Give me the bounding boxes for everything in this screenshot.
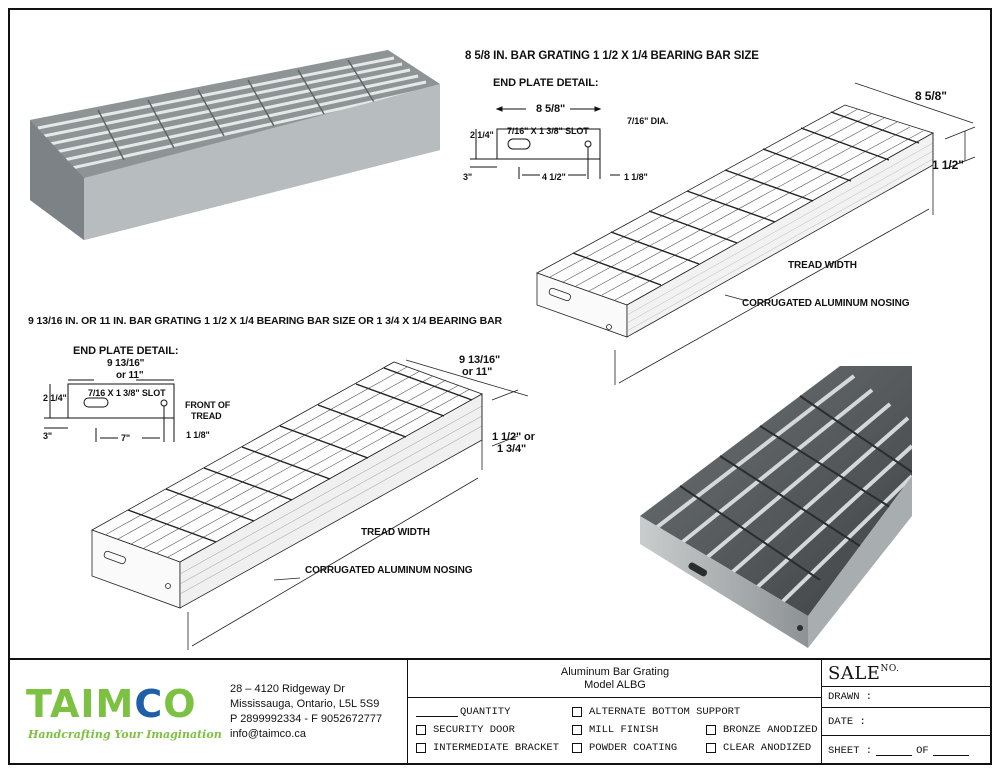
top-dim-4-1-2: 4 1/2" bbox=[542, 172, 566, 182]
title-block bbox=[10, 658, 990, 763]
bottom-dim-depth-1: 9 13/16" bbox=[459, 354, 501, 366]
bottom-height-2-1-4: 2 1/4" bbox=[43, 393, 67, 403]
company-address bbox=[230, 682, 382, 742]
option-label: CLEAR ANODIZED bbox=[723, 742, 812, 754]
bottom-dim-3: 3" bbox=[43, 431, 53, 441]
bottom-slot-label: 7/16 X 1 3/8" SLOT bbox=[88, 388, 166, 398]
top-dim-tread-depth: 8 5/8" bbox=[915, 89, 947, 103]
top-dim-height: 1 1/2" bbox=[932, 158, 964, 172]
date-row[interactable] bbox=[822, 708, 990, 736]
company-tagline: Handcrafting Your Imagination bbox=[28, 728, 222, 741]
option-label: MILL FINISH bbox=[589, 724, 659, 736]
drawing-area bbox=[10, 10, 990, 658]
sheet-row[interactable] bbox=[822, 736, 990, 765]
bottom-front-1: FRONT OF bbox=[185, 400, 231, 410]
drawing-frame bbox=[8, 8, 992, 765]
checkbox[interactable] bbox=[572, 707, 582, 717]
sale-no-label: NO. bbox=[880, 664, 900, 674]
option-mill-finish[interactable] bbox=[572, 724, 658, 736]
bottom-dim-height-1: 1 1/2" or bbox=[492, 431, 535, 443]
option-security-door[interactable] bbox=[416, 724, 515, 736]
logo-text-taim: TAIM bbox=[26, 682, 135, 726]
checkbox[interactable] bbox=[572, 725, 582, 735]
option-bronze-anodized[interactable] bbox=[706, 724, 818, 736]
option-label: INTERMEDIATE BRACKET bbox=[433, 742, 560, 754]
bottom-tread-drawing bbox=[88, 350, 548, 650]
bottom-nosing-label: CORRUGATED ALUMINUM NOSING bbox=[305, 565, 473, 576]
drawn-label: DRAWN : bbox=[828, 691, 873, 703]
drawn-row[interactable] bbox=[822, 686, 990, 708]
address-phone: P 2899992334 - F 9052672777 bbox=[230, 713, 383, 725]
product-title bbox=[408, 660, 822, 698]
bottom-dim-1-1-8: 1 1/8" bbox=[186, 430, 210, 440]
checkbox[interactable] bbox=[706, 725, 716, 735]
top-dim-1-1-8: 1 1/8" bbox=[624, 172, 648, 182]
bottom-tread-width-label: TREAD WIDTH bbox=[361, 527, 430, 538]
option-alternate-bottom-support[interactable] bbox=[572, 706, 740, 718]
checkbox[interactable] bbox=[416, 743, 426, 753]
top-height-2-1-4: 2 1/4" bbox=[470, 130, 494, 140]
quantity-blank bbox=[416, 708, 458, 717]
checkbox[interactable] bbox=[706, 743, 716, 753]
bottom-dim-height-2: 1 3/4" bbox=[497, 443, 527, 455]
bottom-plate-width-2: or 11" bbox=[116, 370, 144, 381]
option-clear-anodized[interactable] bbox=[706, 742, 811, 754]
option-label: BRONZE ANODIZED bbox=[723, 724, 818, 736]
quantity-field[interactable] bbox=[416, 706, 510, 718]
top-dia-label: 7/16" DIA. bbox=[627, 116, 669, 126]
grating-photo-top bbox=[28, 50, 446, 246]
top-slot-label: 7/16" X 1 3/8" SLOT bbox=[507, 126, 589, 136]
sheet-number-blank[interactable] bbox=[876, 746, 912, 756]
sale-row bbox=[822, 660, 990, 686]
grating-photo-bottom bbox=[640, 366, 912, 648]
company-logo bbox=[26, 682, 197, 726]
sheet-label: SHEET : bbox=[828, 744, 873, 757]
sheet-total-blank[interactable] bbox=[933, 746, 969, 756]
product-section bbox=[408, 660, 822, 765]
top-end-plate-label: END PLATE DETAIL: bbox=[493, 77, 599, 89]
option-label: ALTERNATE BOTTOM SUPPORT bbox=[589, 706, 741, 718]
sale-label: SALE bbox=[828, 662, 881, 684]
option-intermediate-bracket[interactable] bbox=[416, 742, 559, 754]
date-label: DATE : bbox=[828, 715, 866, 728]
bottom-dim-depth-2: or 11" bbox=[462, 366, 493, 378]
product-name: Aluminum Bar Grating bbox=[560, 666, 670, 678]
top-tread-drawing bbox=[525, 65, 985, 385]
logo-text-c: C bbox=[134, 682, 164, 726]
bottom-dim-7: 7" bbox=[121, 433, 131, 443]
bottom-plate-width-1: 9 13/16" bbox=[107, 358, 145, 369]
top-dim-3: 3" bbox=[463, 172, 473, 182]
top-nosing-label: CORRUGATED ALUMINUM NOSING bbox=[742, 298, 910, 309]
bottom-section-title: 9 13/16 IN. OR 11 IN. BAR GRATING 1 1/2 X 1/4 BEARING BAR SIZE OR 1 3/4 X 1/4 BEARING BAR bbox=[28, 315, 503, 327]
sheet-info-section bbox=[822, 660, 990, 765]
address-city: Mississauga, Ontario, L5L 5S9 bbox=[230, 698, 380, 710]
logo-text-o: O bbox=[163, 682, 197, 726]
of-label: OF bbox=[916, 744, 929, 757]
bottom-front-2: TREAD bbox=[191, 411, 222, 421]
checkbox[interactable] bbox=[572, 743, 582, 753]
option-label: POWDER COATING bbox=[589, 742, 678, 754]
address-street: 28 – 4120 Ridgeway Dr bbox=[230, 683, 345, 695]
option-label: SECURITY DOOR bbox=[433, 724, 515, 736]
address-email: info@taimco.ca bbox=[230, 728, 306, 740]
checkbox[interactable] bbox=[416, 725, 426, 735]
company-section bbox=[10, 660, 408, 765]
quantity-label: QUANTITY bbox=[460, 706, 511, 718]
top-plate-width: 8 5/8" bbox=[536, 103, 566, 115]
option-powder-coating[interactable] bbox=[572, 742, 677, 754]
top-section-title: 8 5/8 IN. BAR GRATING 1 1/2 X 1/4 BEARING BAR SIZE bbox=[465, 50, 759, 62]
product-model: Model ALBG bbox=[584, 679, 646, 691]
bottom-end-plate-label: END PLATE DETAIL: bbox=[73, 345, 179, 357]
top-tread-width-label: TREAD WIDTH bbox=[788, 260, 857, 271]
